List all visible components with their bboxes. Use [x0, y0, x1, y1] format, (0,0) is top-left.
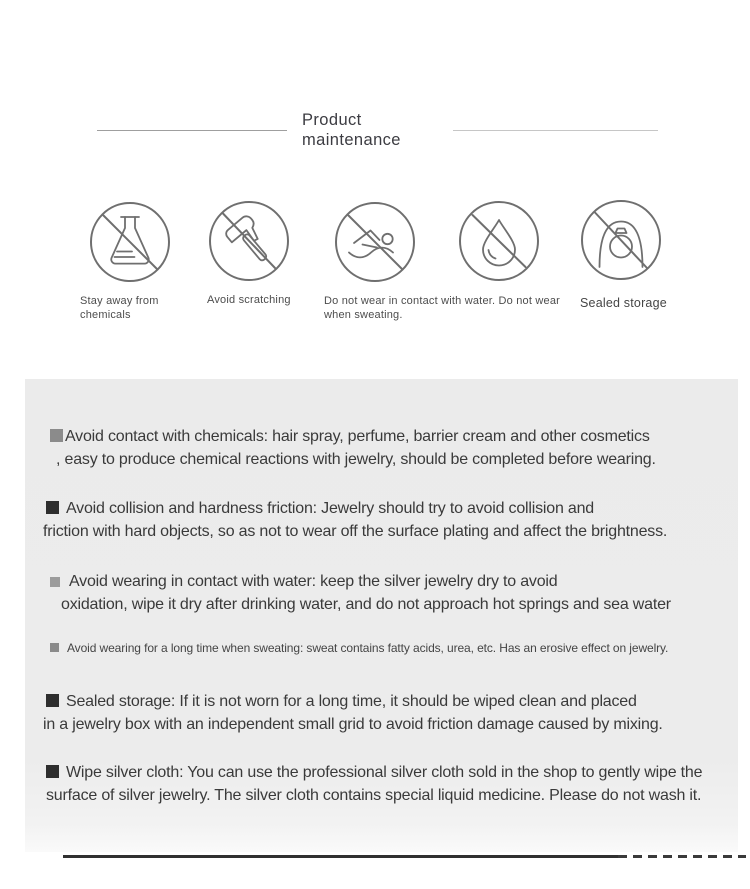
- no-scratching-icon: [207, 199, 291, 283]
- note-text: Avoid wearing for a long time when sweating: sweat contains fatty acids, urea, etc. Has an erosive effect on jewelry.: [67, 641, 669, 655]
- no-swimming-icon: [333, 200, 417, 284]
- note-sweating: [50, 641, 730, 656]
- bullet-square-icon: [50, 643, 59, 652]
- note-text: surface of silver jewelry. The silver cloth contains special liquid medicine. Please do not wash it.: [46, 786, 702, 804]
- note-text: Sealed storage: If it is not worn for a long time, it should be wiped clean and placed: [66, 693, 637, 710]
- bullet-square-icon: [46, 501, 59, 514]
- no-water-drop-icon: [457, 199, 541, 283]
- title-rule-right: [453, 130, 658, 131]
- bullet-square-icon: [46, 694, 59, 707]
- caption-chemicals-line1: Stay away from: [80, 295, 159, 307]
- note-sealed-storage: [43, 691, 741, 736]
- note-line: [50, 571, 750, 594]
- caption-water-sweat: [324, 294, 564, 322]
- page-title: [302, 110, 401, 150]
- note-text: in a jewelry box with an independent small grid to avoid friction damage caused by mixing.: [43, 715, 663, 733]
- note-water: [50, 571, 750, 616]
- note-text: Avoid contact with chemicals: hair spray, perfume, barrier cream and other cosmetics: [65, 428, 650, 445]
- note-line: [50, 426, 715, 449]
- bottom-divider-dashes: [618, 855, 746, 858]
- note-collision: [43, 498, 746, 543]
- no-chemicals-icon: [88, 200, 172, 284]
- note-chemicals: [50, 426, 715, 471]
- caption-sealed-storage: Sealed storage: [580, 296, 667, 310]
- page-title-line1: Product: [302, 111, 362, 129]
- bottom-divider-bar: [63, 855, 618, 858]
- caption-scratching: Avoid scratching: [207, 294, 291, 306]
- note-text: Wipe silver cloth: You can use the professional silver cloth sold in the shop to gently wipe the: [66, 764, 703, 781]
- caption-chemicals-line2: chemicals: [80, 309, 131, 321]
- caption-water-sweat-line1: Do not wear in contact with water. Do not wear: [324, 295, 561, 307]
- note-text: Avoid collision and hardness friction: Jewelry should try to avoid collision and: [66, 500, 594, 517]
- note-line: [50, 641, 730, 656]
- bullet-square-icon: [50, 429, 63, 442]
- page-title-line2: maintenance: [302, 131, 401, 149]
- note-line: [46, 498, 746, 521]
- note-text: Avoid wearing in contact with water: keep the silver jewelry dry to avoid: [69, 573, 558, 590]
- note-line: [46, 691, 741, 714]
- caption-water-sweat-line2: when sweating.: [324, 309, 403, 321]
- note-text: friction with hard objects, so as not to wear off the surface plating and affect the brightness.: [43, 522, 668, 540]
- note-line: [46, 762, 741, 785]
- bullet-square-icon: [46, 765, 59, 778]
- note-wipe-cloth: [46, 762, 741, 807]
- note-text: , easy to produce chemical reactions with jewelry, should be completed before wearing.: [56, 450, 656, 468]
- caption-chemicals: [80, 294, 200, 322]
- bullet-square-icon: [50, 577, 60, 587]
- no-open-storage-icon: [579, 198, 663, 282]
- note-text: oxidation, wipe it dry after drinking water, and do not approach hot springs and sea water: [61, 595, 671, 613]
- title-rule-left: [97, 130, 287, 131]
